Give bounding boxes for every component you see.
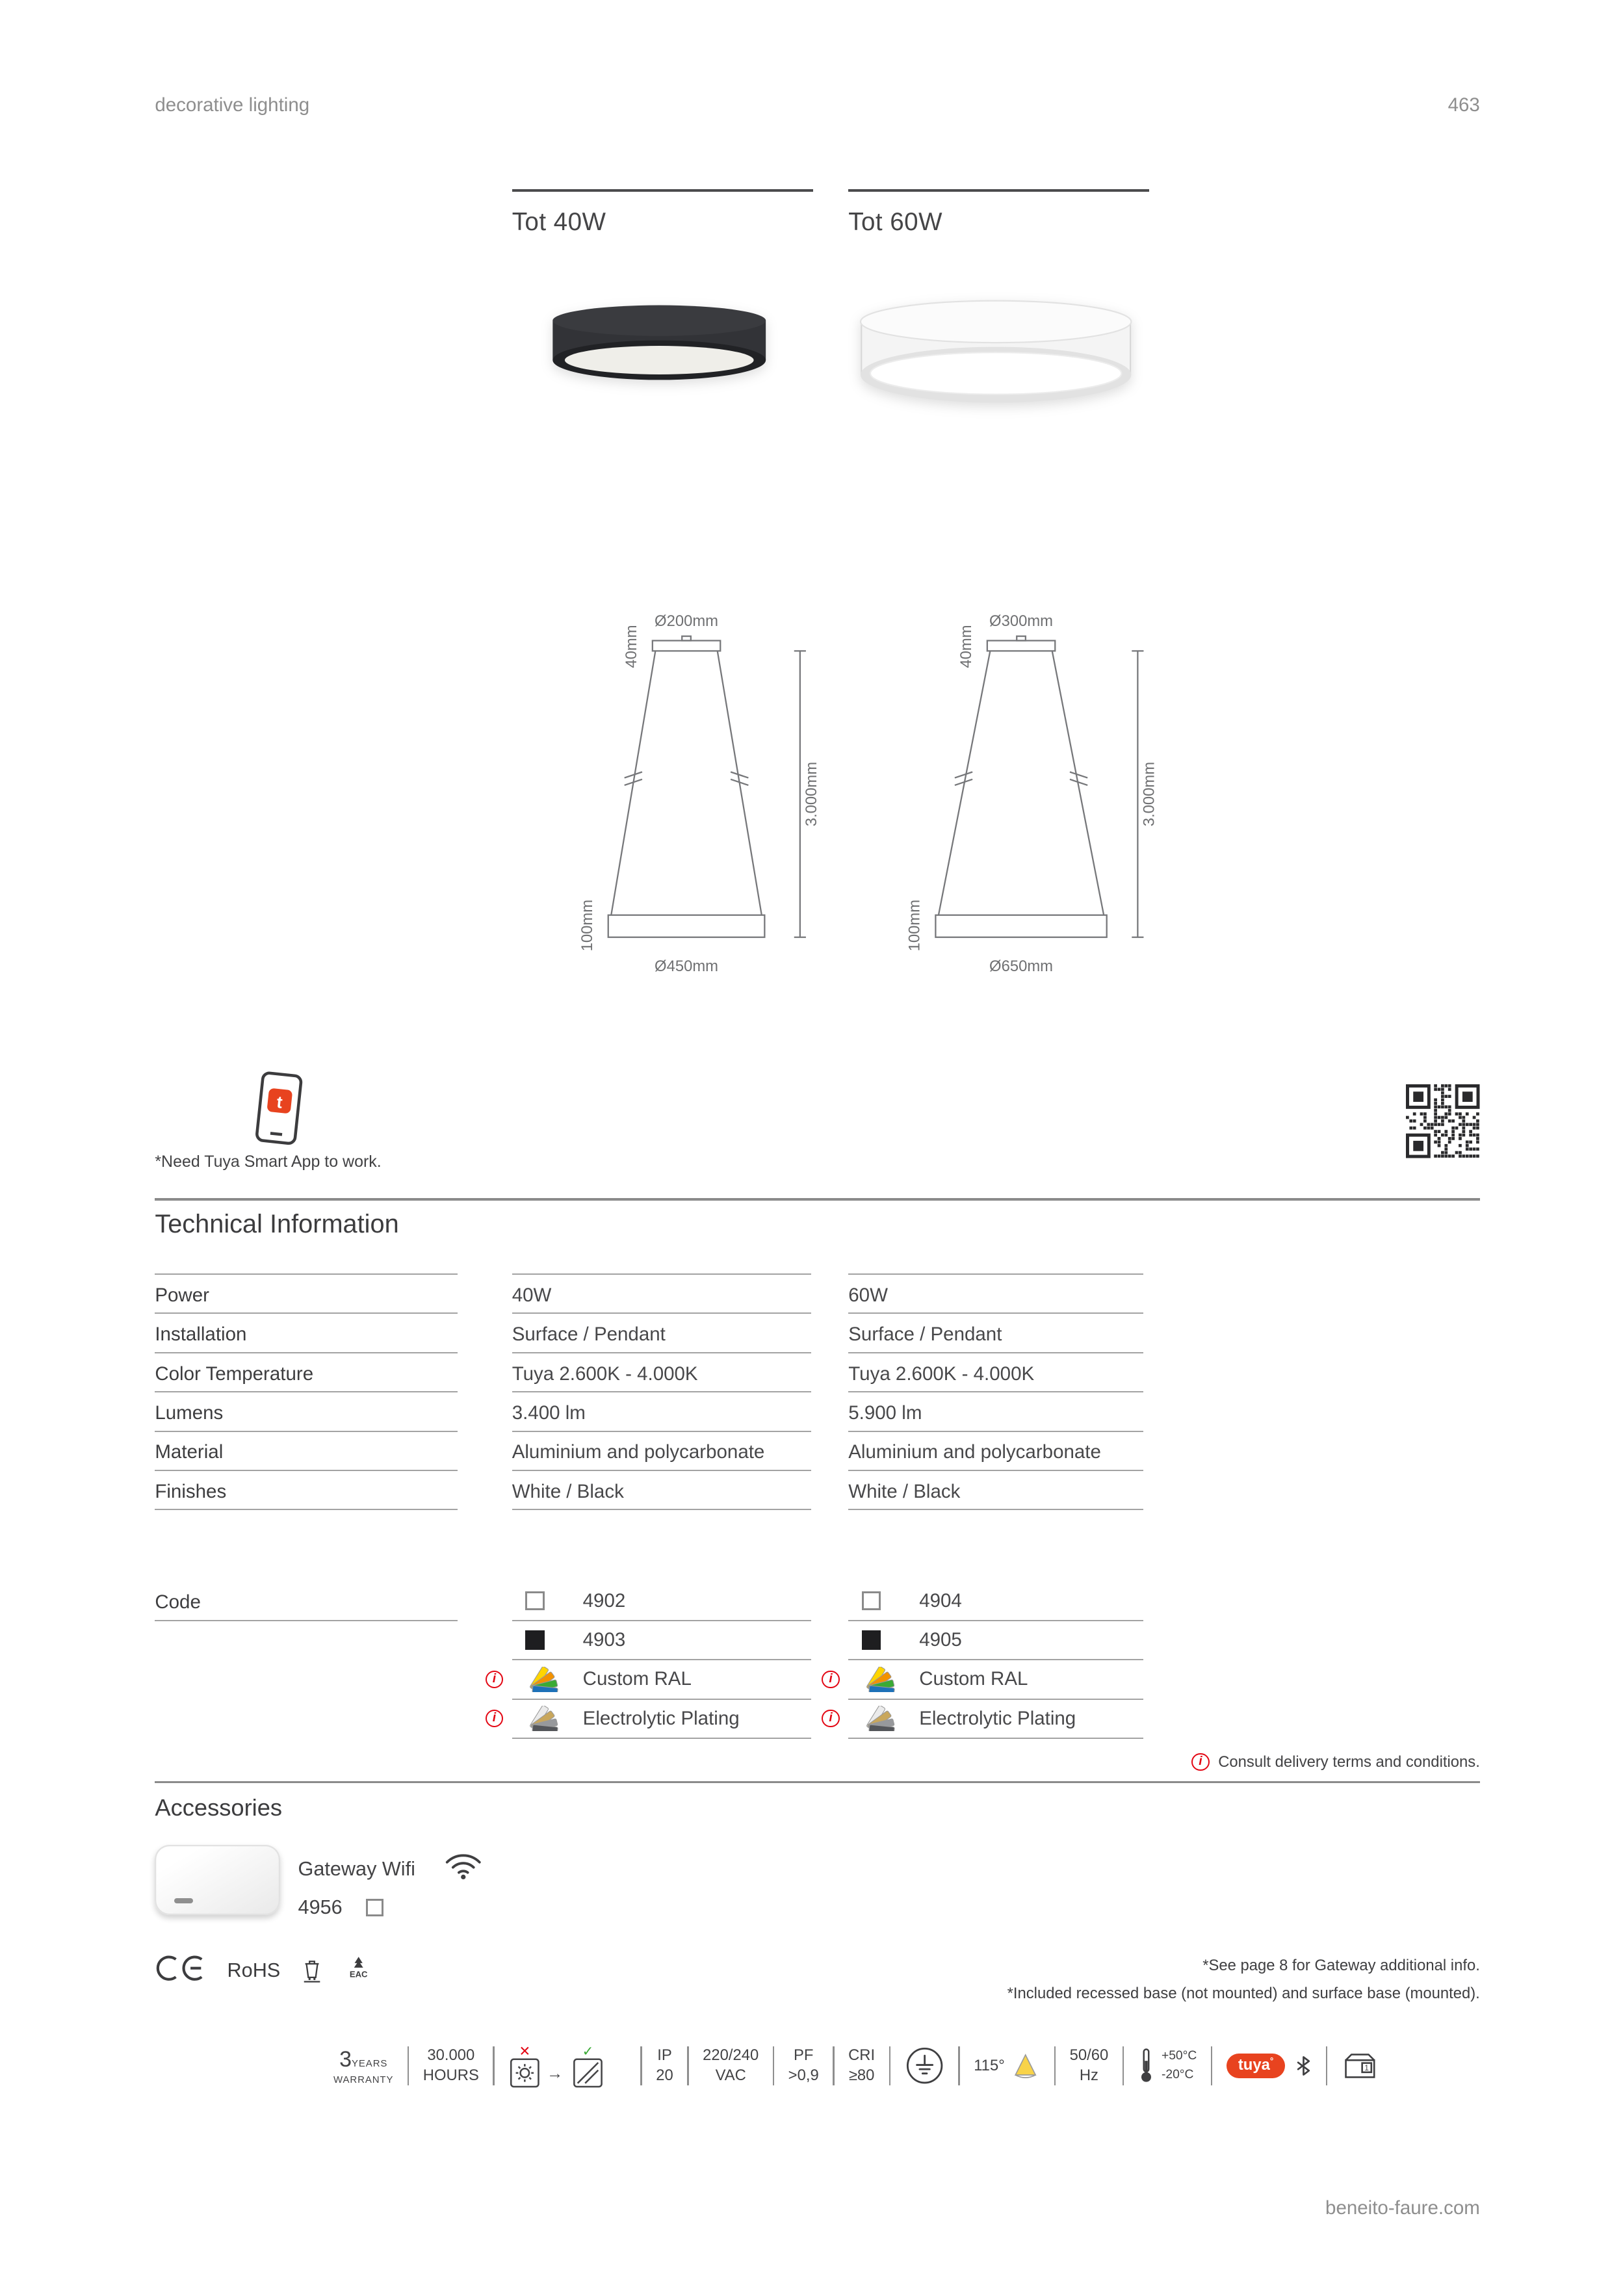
title-rule bbox=[848, 189, 1149, 192]
accessory-code: 4956 bbox=[298, 1896, 343, 1918]
code-value: 4903 bbox=[582, 1629, 626, 1650]
code-row bbox=[848, 1621, 1143, 1660]
dim-body-diameter: Ø650mm bbox=[989, 957, 1053, 975]
info-icon: i bbox=[1191, 1753, 1209, 1771]
product-title: Tot 40W bbox=[512, 208, 606, 237]
temp-max: +50°C bbox=[1161, 2049, 1197, 2063]
tech-label: Material bbox=[155, 1432, 457, 1471]
certifications bbox=[155, 1953, 373, 1983]
tech-labels-column bbox=[155, 1273, 457, 1510]
divider bbox=[889, 2046, 890, 2085]
section-rule bbox=[155, 1781, 1479, 1783]
code-label: Code bbox=[155, 1582, 457, 1621]
code-value: 4902 bbox=[582, 1589, 626, 1611]
cri-label: CRI bbox=[848, 2046, 876, 2065]
tech-values-tot60 bbox=[848, 1273, 1143, 1510]
divider bbox=[1211, 2046, 1212, 2085]
frequency-label: Hz bbox=[1079, 2066, 1098, 2084]
divider bbox=[408, 2046, 409, 2085]
dim-top-diameter: Ø300mm bbox=[989, 612, 1053, 630]
spec-cri bbox=[848, 2046, 875, 2086]
gateway-note: *See page 8 for Gateway additional info. bbox=[1202, 1957, 1480, 1975]
dim-drop: 3.000mm bbox=[1140, 761, 1158, 826]
tech-value: 5.900 lm bbox=[848, 1392, 1143, 1431]
svg-text:→: → bbox=[547, 2063, 564, 2082]
info-icon: i bbox=[486, 1671, 503, 1688]
divider bbox=[773, 2046, 774, 2085]
dim-canopy-height: 40mm bbox=[957, 625, 975, 668]
info-icon: i bbox=[822, 1671, 839, 1688]
warranty-word: WARRANTY bbox=[333, 2074, 394, 2086]
code-value: Custom RAL bbox=[919, 1668, 1028, 1690]
black-finish-checkbox bbox=[862, 1630, 881, 1650]
weee-bin-icon bbox=[301, 1955, 323, 1983]
plating-colors-icon bbox=[525, 1706, 565, 1731]
product-photo-black-lamp bbox=[549, 296, 770, 395]
qr-code bbox=[1406, 1084, 1480, 1158]
black-finish-checkbox bbox=[525, 1630, 545, 1650]
site-url: beneito-faure.com bbox=[1325, 2197, 1480, 2219]
divider bbox=[1326, 2046, 1327, 2085]
spec-frequency bbox=[1070, 2046, 1109, 2086]
rohs-label: RoHS bbox=[227, 1959, 281, 1981]
tech-values-tot40 bbox=[512, 1273, 812, 1510]
tech-value: Surface / Pendant bbox=[848, 1314, 1143, 1353]
consult-note bbox=[1191, 1753, 1479, 1771]
info-icon: i bbox=[486, 1710, 503, 1727]
ip-label: IP bbox=[657, 2046, 672, 2065]
spec-hours bbox=[423, 2046, 479, 2086]
tech-value: Surface / Pendant bbox=[512, 1314, 812, 1353]
spec-warranty bbox=[333, 2045, 393, 2087]
ral-colors-icon bbox=[862, 1667, 902, 1692]
dim-body-height: 100mm bbox=[905, 899, 924, 952]
tuya-label: tuya bbox=[1238, 2055, 1270, 2074]
spec-tuya bbox=[1227, 2054, 1312, 2078]
wifi-icon bbox=[443, 1847, 484, 1880]
divider bbox=[640, 2046, 642, 2085]
dimension-diagram-tot60 bbox=[851, 605, 1191, 982]
code-value: Electrolytic Plating bbox=[582, 1707, 740, 1729]
eac-mark-icon bbox=[344, 1953, 373, 1983]
dim-body-height: 100mm bbox=[578, 899, 596, 952]
divider bbox=[833, 2046, 834, 2085]
svg-text:t: t bbox=[276, 1092, 284, 1112]
code-value: Custom RAL bbox=[582, 1668, 692, 1690]
dim-drop: 3.000mm bbox=[802, 761, 820, 826]
accessories-heading: Accessories bbox=[155, 1794, 283, 1821]
code-row bbox=[492, 1660, 812, 1699]
code-row bbox=[492, 1700, 812, 1739]
tech-value: Aluminium and polycarbonate bbox=[512, 1432, 812, 1471]
ral-colors-icon bbox=[525, 1667, 565, 1692]
plating-colors-icon bbox=[862, 1706, 902, 1731]
bluetooth-icon bbox=[1295, 2055, 1312, 2077]
voltage-label: VAC bbox=[715, 2066, 746, 2084]
title-rule bbox=[512, 189, 813, 192]
thermometer-icon bbox=[1138, 2046, 1154, 2085]
pf-value: >0,9 bbox=[788, 2066, 819, 2084]
tech-value: 40W bbox=[512, 1275, 812, 1314]
accessory-code-row bbox=[298, 1896, 384, 1919]
cri-value: ≥80 bbox=[848, 2066, 875, 2084]
tech-value: Aluminium and polycarbonate bbox=[848, 1432, 1143, 1471]
technical-heading: Technical Information bbox=[155, 1210, 399, 1239]
frequency-value: 50/60 bbox=[1069, 2046, 1109, 2065]
product-title: Tot 60W bbox=[848, 208, 942, 237]
tech-label: Lumens bbox=[155, 1392, 457, 1431]
eac-label: EAC bbox=[349, 1970, 368, 1980]
code-value: Electrolytic Plating bbox=[919, 1707, 1076, 1729]
code-row bbox=[512, 1582, 812, 1621]
code-row bbox=[512, 1621, 812, 1660]
consult-text: Consult delivery terms and conditions. bbox=[1218, 1753, 1480, 1771]
divider bbox=[1123, 2046, 1124, 2085]
code-value: 4905 bbox=[919, 1629, 962, 1650]
accessory-checkbox bbox=[366, 1899, 383, 1916]
code-value: 4904 bbox=[919, 1589, 962, 1611]
tech-value: Tuya 2.600K - 4.000K bbox=[512, 1353, 812, 1392]
codes-tot40 bbox=[492, 1582, 812, 1739]
tech-value: White / Black bbox=[512, 1471, 812, 1510]
non-dimmable-icon bbox=[508, 2042, 627, 2090]
divider bbox=[687, 2046, 688, 2085]
page-category: decorative lighting bbox=[155, 94, 310, 116]
accessory-name: Gateway Wifi bbox=[298, 1857, 415, 1880]
ce-mark-icon bbox=[155, 1953, 206, 1983]
pf-label: PF bbox=[793, 2046, 814, 2065]
spec-beam-angle bbox=[974, 2052, 1040, 2080]
grounding-icon bbox=[905, 2046, 944, 2085]
dim-top-diameter: Ø200mm bbox=[654, 612, 718, 630]
page-header bbox=[155, 94, 1479, 116]
tech-value: White / Black bbox=[848, 1471, 1143, 1510]
product-block-tot60 bbox=[848, 189, 1149, 237]
warranty-years: YEARS bbox=[352, 2058, 388, 2070]
beam-angle-value: 115° bbox=[974, 2056, 1005, 2074]
tech-label: Color Temperature bbox=[155, 1353, 457, 1392]
dim-canopy-height: 40mm bbox=[622, 625, 640, 668]
tech-value: 60W bbox=[848, 1275, 1143, 1314]
spec-ip bbox=[656, 2046, 673, 2086]
tech-value: Tuya 2.600K - 4.000K bbox=[848, 1353, 1143, 1392]
ip-value: 20 bbox=[656, 2066, 673, 2084]
divider bbox=[958, 2046, 959, 2085]
temp-min: -20°C bbox=[1161, 2067, 1194, 2081]
spec-strip bbox=[333, 2031, 1378, 2102]
spec-voltage bbox=[703, 2046, 759, 2086]
tuya-note: *Need Tuya Smart App to work. bbox=[155, 1152, 382, 1171]
code-row bbox=[829, 1700, 1143, 1739]
code-row bbox=[848, 1582, 1143, 1621]
info-icon: i bbox=[822, 1710, 839, 1727]
tech-value: 3.400 lm bbox=[512, 1392, 812, 1431]
codes-tot60 bbox=[829, 1582, 1143, 1739]
tech-label: Finishes bbox=[155, 1471, 457, 1510]
code-row bbox=[829, 1660, 1143, 1699]
tech-label: Installation bbox=[155, 1314, 457, 1353]
tuya-logo: tuya° bbox=[1227, 2054, 1286, 2078]
base-note: *Included recessed base (not mounted) and surface base (mounted). bbox=[1007, 1985, 1480, 2003]
product-photo-white-lamp bbox=[853, 294, 1139, 422]
warranty-number: 3 bbox=[339, 2047, 352, 2072]
white-finish-checkbox bbox=[862, 1591, 881, 1611]
product-block-tot40 bbox=[512, 189, 813, 237]
page-number: 463 bbox=[1448, 94, 1480, 116]
beam-icon bbox=[1011, 2052, 1040, 2080]
white-finish-checkbox bbox=[525, 1591, 545, 1611]
svg-text:✕: ✕ bbox=[519, 2044, 531, 2059]
svg-text:✓: ✓ bbox=[582, 2044, 594, 2059]
tech-label: Power bbox=[155, 1275, 457, 1314]
hours-value: 30.000 bbox=[427, 2046, 475, 2065]
spec-temperature bbox=[1138, 2046, 1197, 2085]
package-qty: 1 bbox=[1364, 2063, 1369, 2072]
dimension-diagram-tot40 bbox=[517, 605, 856, 982]
divider bbox=[1054, 2046, 1056, 2085]
dim-body-diameter: Ø450mm bbox=[654, 957, 718, 975]
voltage-value: 220/240 bbox=[703, 2046, 759, 2065]
tuya-app-phone-icon bbox=[244, 1068, 314, 1154]
divider bbox=[493, 2046, 494, 2085]
section-rule bbox=[155, 1198, 1479, 1200]
gateway-photo bbox=[155, 1845, 280, 1916]
spec-power-factor bbox=[788, 2046, 819, 2086]
hours-label: HOURS bbox=[422, 2066, 479, 2084]
package-icon bbox=[1342, 2050, 1379, 2082]
